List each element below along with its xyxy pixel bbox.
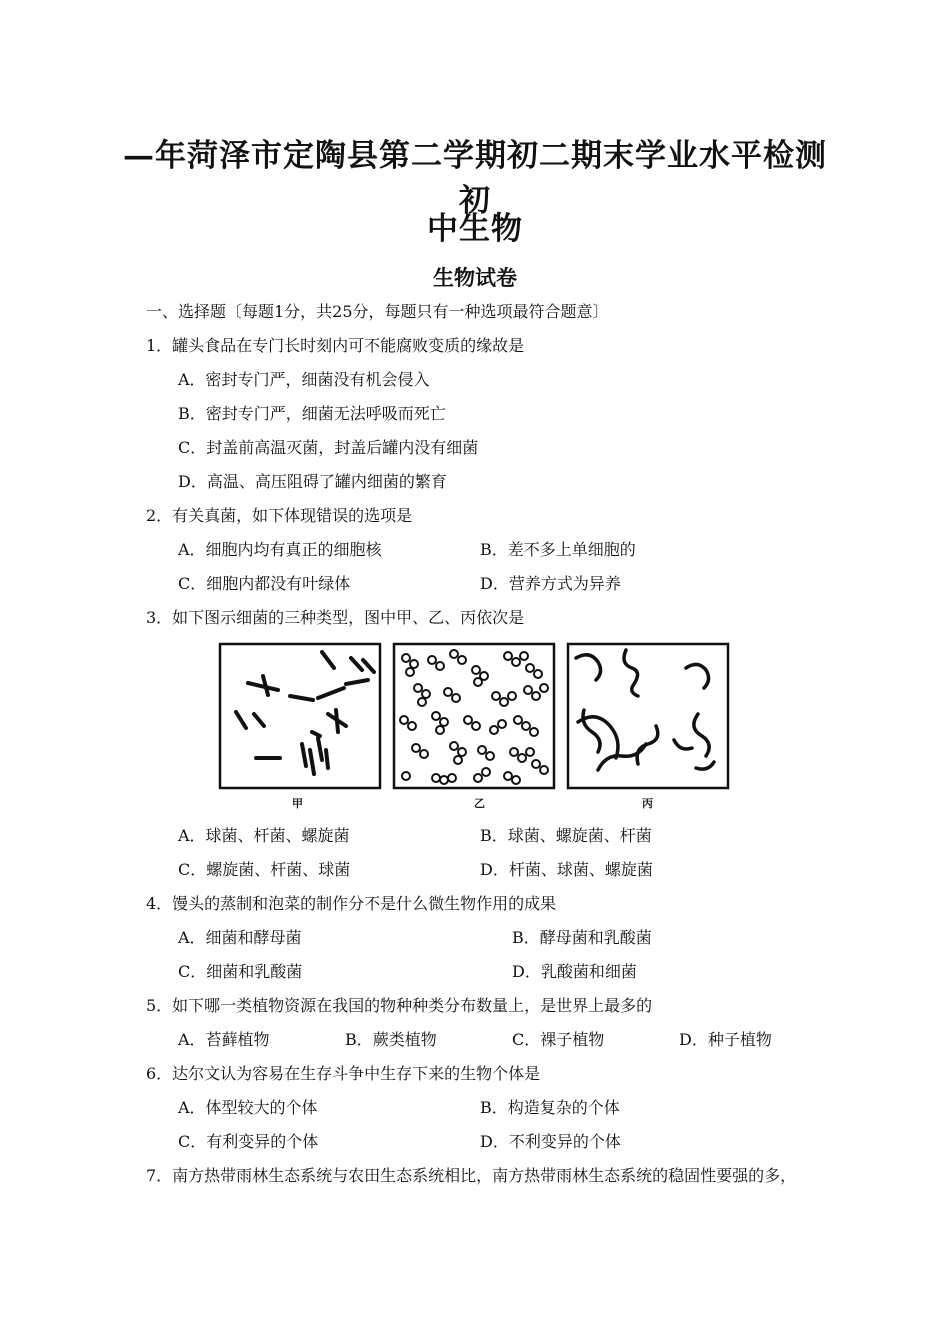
q4-option-a: A．细菌和酵母菌 bbox=[178, 928, 302, 947]
q5-option-b: B．蕨类植物 bbox=[345, 1030, 437, 1049]
q6-option-c: C．有利变异的个体 bbox=[178, 1132, 319, 1151]
q3-option-d: D．杆菌、球菌、螺旋菌 bbox=[480, 860, 653, 879]
q6-option-d: D．不利变异的个体 bbox=[480, 1132, 621, 1151]
q6-option-a: A．体型较大的个体 bbox=[178, 1098, 318, 1117]
title-line-2: 中生物 bbox=[427, 211, 523, 247]
q1-option-d: D．高温、高压阻碍了罐内细菌的繁育 bbox=[178, 472, 447, 491]
question-6-stem: 6．达尔文认为容易在生存斗争中生存下来的生物个体是 bbox=[146, 1064, 541, 1083]
subtitle: 生物试卷 bbox=[433, 265, 517, 290]
q4-option-c: C．细菌和乳酸菌 bbox=[178, 962, 303, 981]
panel-yi-cocci bbox=[394, 644, 554, 788]
q5-option-d: D．种子植物 bbox=[679, 1030, 772, 1049]
figure-label-bing: 丙 bbox=[642, 797, 653, 810]
q6-option-b: B．构造复杂的个体 bbox=[480, 1098, 620, 1117]
bacteria-figure bbox=[218, 640, 732, 810]
q1-option-a: A．密封专门严，细菌没有机会侵入 bbox=[178, 370, 430, 389]
title-line-1: —年菏泽市定陶县第二学期初二期末学业水平检测初 bbox=[123, 138, 827, 219]
q3-option-a: A．球菌、杆菌、螺旋菌 bbox=[178, 826, 350, 845]
q1-option-b: B．密封专门严，细菌无法呼吸而死亡 bbox=[178, 404, 446, 423]
question-1-stem: 1．罐头食品在专门长时刻内可不能腐败变质的缘故是 bbox=[146, 336, 525, 355]
q3-option-b: B．球菌、螺旋菌、杆菌 bbox=[480, 826, 652, 845]
q2-option-a: A．细胞内均有真正的细胞核 bbox=[178, 540, 382, 559]
figure-label-yi: 乙 bbox=[474, 797, 485, 810]
q2-option-b: B．差不多上单细胞的 bbox=[480, 540, 636, 559]
q5-option-a: A．苔藓植物 bbox=[178, 1030, 270, 1049]
q5-option-c: C．裸子植物 bbox=[512, 1030, 605, 1049]
panel-bing-spirilla bbox=[568, 644, 728, 788]
question-5-stem: 5．如下哪一类植物资源在我国的物种种类分布数量上，是世界上最多的 bbox=[146, 996, 653, 1015]
bacteria-types-illustration bbox=[218, 640, 732, 790]
q2-option-d: D．营养方式为异养 bbox=[480, 574, 621, 593]
question-7-stem: 7．南方热带雨林生态系统与农田生态系统相比，南方热带雨林生态系统的稳固性要强的多， bbox=[146, 1166, 797, 1185]
q4-option-b: B．酵母菌和乳酸菌 bbox=[512, 928, 652, 947]
question-4-stem: 4．馒头的蒸制和泡菜的制作分不是什么微生物作用的成果 bbox=[146, 894, 557, 913]
panel-jia-bacilli bbox=[220, 644, 380, 788]
q4-option-d: D．乳酸菌和细菌 bbox=[512, 962, 637, 981]
q1-option-c: C．封盖前高温灭菌，封盖后罐内没有细菌 bbox=[178, 438, 479, 457]
question-3-stem: 3．如下图示细菌的三种类型，图中甲、乙、丙依次是 bbox=[146, 608, 525, 627]
figure-label-jia: 甲 bbox=[292, 797, 303, 810]
section-header: 一、选择题〔每题1分，共25分，每题只有一种选项最符合题意〕 bbox=[146, 302, 609, 321]
question-2-stem: 2．有关真菌，如下体现错误的选项是 bbox=[146, 506, 413, 525]
q2-option-c: C．细胞内都没有叶绿体 bbox=[178, 574, 351, 593]
q3-option-c: C．螺旋菌、杆菌、球菌 bbox=[178, 860, 351, 879]
